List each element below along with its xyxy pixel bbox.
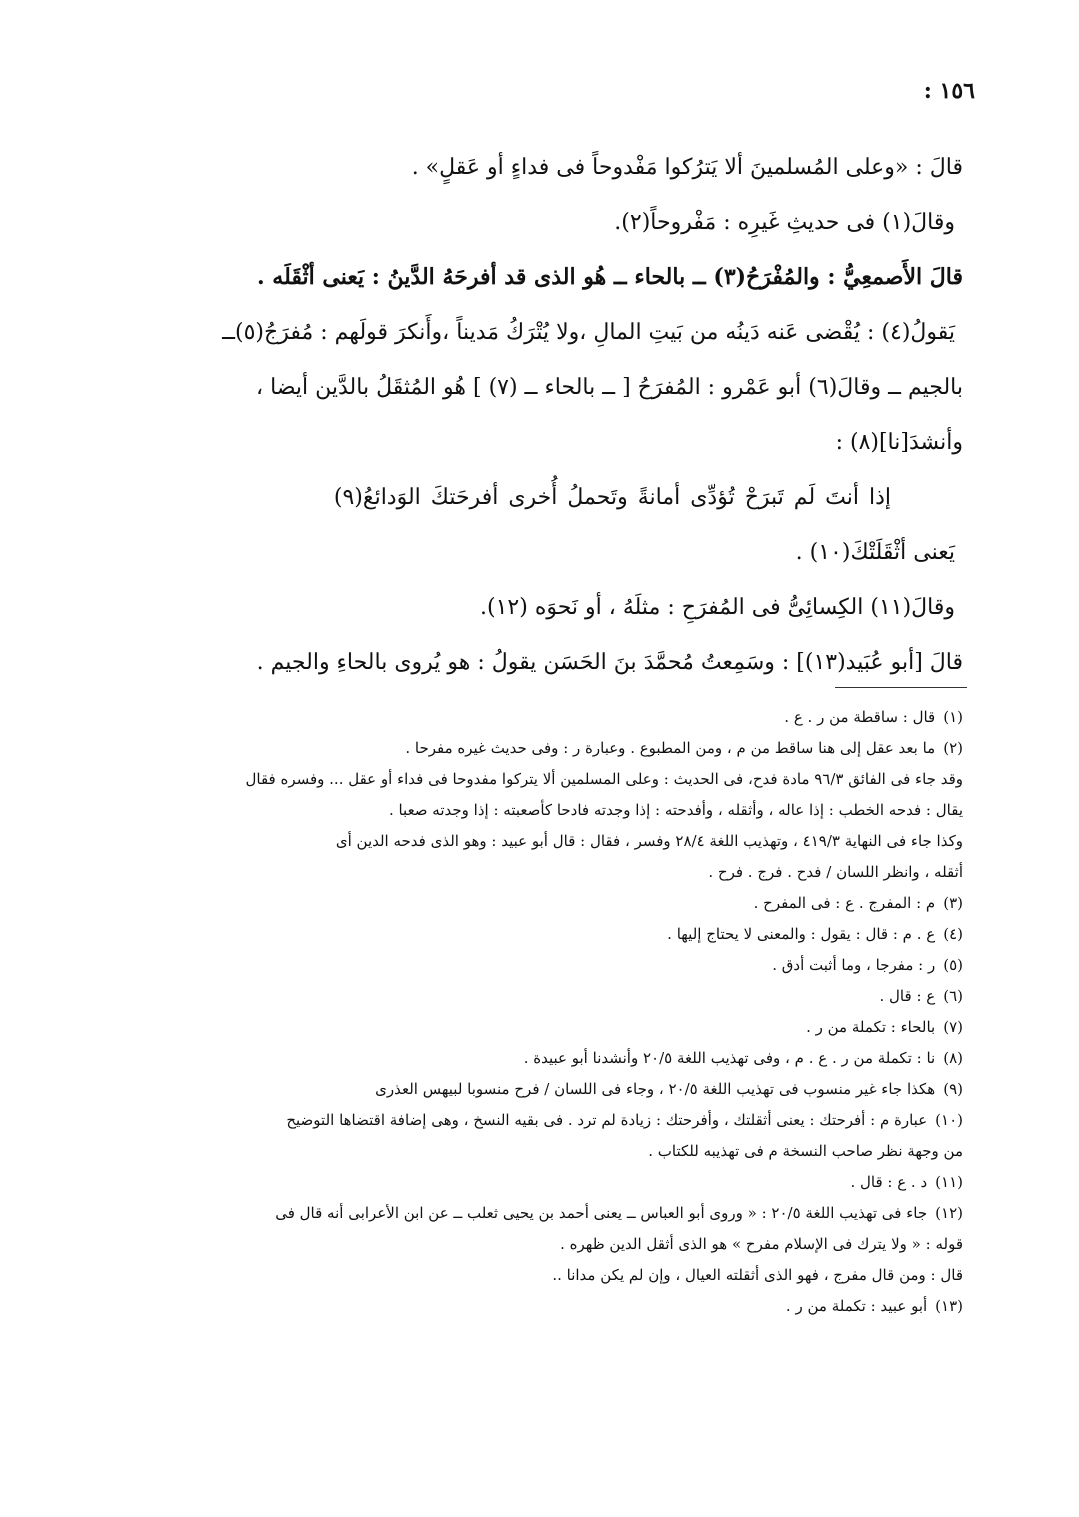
footnote-text: أبو عبيد : تكملة من ر .: [785, 1297, 928, 1315]
footnote: [129, 1012, 963, 1043]
main-line: وأنشدَ[نا](٨) :: [835, 430, 963, 455]
footnote-text: م : المفرج . ع : فى المفرح .: [753, 894, 936, 912]
footnote-text: قال : ساقطة من ر . ع .: [784, 708, 936, 726]
verse-line: إذا أنتَ لَم تَبرَحْ تُؤدِّى أمانةً وتَحملُ أُخرى أفرحَتكَ الوَدائعُ(٩): [333, 485, 891, 510]
footnote: [129, 950, 963, 981]
footnote-text: ع : قال .: [879, 987, 936, 1005]
footnote-continuation: وقد جاء فى الفائق ٩٦/٣ مادة فدح، فى الحديث : وعلى المسلمين ألا يتركوا مفدوحا فى فداء أو عقل ... وفسره فقال: [245, 770, 963, 788]
footnote: [129, 888, 963, 919]
footnote-number: (١٢): [935, 1204, 963, 1222]
footnote-continuation: يقال : فدحه الخطب : إذا عاله ، وأثقله ، وأفدحته : إذا وجدته فادحا كأصعبته : إذا وجدته صعبا .: [388, 801, 963, 819]
footnote-text: جاء فى تهذيب اللغة ٢٠/٥ : « وروى أبو العباس ــ يعنى أحمد بن يحيى ثعلب ــ عن ابن الأعرابى أنه قال فى: [275, 1204, 928, 1222]
footnote-continuation: قوله : « ولا يترك فى الإسلام مفرح » هو الذى أثقل الدين ظهره .: [560, 1235, 963, 1253]
footnote-number: (٨): [943, 1049, 963, 1067]
page-number: ١٥٦ :: [923, 78, 975, 104]
footnote-text: د . ع : قال .: [850, 1173, 928, 1191]
main-line: وقالَ(١) فى حديثِ غَيرِه : مَفْروحاً(٢).: [614, 210, 955, 235]
footnote-separator: [835, 687, 967, 688]
footnote-text: ما بعد عقل إلى هنا ساقط من م ، ومن المطبوع . وعبارة ر : وفى حديث غيره مفرحا .: [405, 739, 936, 757]
footnote-text: نا : تكملة من ر . ع . م ، وفى تهذيب اللغة ٢٠/٥ وأنشدنا أبو عبيدة .: [523, 1049, 936, 1067]
footnote-number: (٢): [943, 739, 963, 757]
main-line: قالَ : «وعلى المُسلمينَ ألا يَترُكوا مَفْدوحاً فى فداءٍ أو عَقلٍ» .: [411, 155, 963, 180]
footnote-number: (١): [943, 708, 963, 726]
footnote: [129, 733, 963, 764]
footnote-number: (٤): [943, 925, 963, 943]
footnote: [129, 1167, 963, 1198]
footnote: [129, 1105, 963, 1136]
main-text: [117, 140, 963, 690]
footnote-number: (٥): [943, 956, 963, 974]
footnote: [129, 981, 963, 1012]
footnote-continuation: وكذا جاء فى النهاية ٤١٩/٣ ، وتهذيب اللغة ٢٨/٤ وفسر ، فقال : قال أبو عبيد : وهو الذى فدحه الدين أى: [335, 832, 963, 850]
footnote: [129, 1291, 963, 1322]
main-line: بالجيم ــ وقالَ(٦) أبو عَمْرو : المُفرَحُ [ ــ بالحاء ــ (٧) ] هُو المُثقَلُ بالدَّين أيضا ،: [256, 375, 963, 400]
footnote-number: (٧): [943, 1018, 963, 1036]
footnote: [129, 919, 963, 950]
footnote-number: (٩): [943, 1080, 963, 1098]
main-line: يَعنى أثْقَلَتْكَ(١٠) .: [795, 540, 955, 565]
footnote-continuation: من وجهة نظر صاحب النسخة م فى تهذيبه للكتاب .: [648, 1142, 963, 1160]
main-line: وقالَ(١١) الكِسائِىُّ فى المُفرَحِ : مثلَهُ ، أو نَحوَه (١٢).: [480, 595, 955, 620]
main-line: قالَ [أبو عُبَيد(١٣)] : وسَمِعتُ مُحمَّدَ بنَ الحَسَن يقولُ : هو يُروى بالحاءِ والجيم .: [256, 650, 963, 675]
footnote-number: (٦): [943, 987, 963, 1005]
footnote-text: ع . م : قال : يقول : والمعنى لا يحتاج إليها .: [667, 925, 936, 943]
footnote-text: بالحاء : تكملة من ر .: [806, 1018, 936, 1036]
footnote-number: (٣): [943, 894, 963, 912]
main-line: قالَ الأَصمعِيُّ : والمُفْرَحُ(٣) ــ بالحاء ــ هُو الذى قد أفرحَهُ الدَّينُ : يَعنى أثْقَلَه .: [256, 264, 963, 290]
footnote: [129, 1198, 963, 1229]
footnote-text: ر : مفرجا ، وما أثبت أدق .: [772, 956, 936, 974]
footnote-number: (١٣): [935, 1297, 963, 1315]
footnote-number: (١٠): [935, 1111, 963, 1129]
footnote-continuation: أثقله ، وانظر اللسان / فدح . فرج . فرح .: [708, 863, 963, 881]
footnote-continuation: قال : ومن قال مفرج ، فهو الذى أثقلته العيال ، وإن لم يكن مدانا ..: [552, 1266, 963, 1284]
footnote-text: هكذا جاء غير منسوب فى تهذيب اللغة ٢٠/٥ ، وجاء فى اللسان / فرح منسوبا لبيهس العذرى: [375, 1080, 936, 1098]
footnote: [129, 1074, 963, 1105]
footnote-text: عبارة م : أفرحتك : يعنى أثقلتك ، وأفرحتك : زيادة لم ترد . فى بقيه النسخ ، وهى إضافة اقتضاها التوضيح: [286, 1111, 928, 1129]
footnote: [129, 1043, 963, 1074]
footnote-number: (١١): [935, 1173, 963, 1191]
main-line: يَقولُ(٤) : يُقْضى عَنه دَينُه من بَيتِ المالِ ،ولا يُتْرَكُ مَديناً ،وأَنكرَ قولَهم : مُفرَجُ(٥)ــ: [222, 320, 955, 345]
footnotes: [129, 702, 963, 1322]
footnote: [129, 702, 963, 733]
